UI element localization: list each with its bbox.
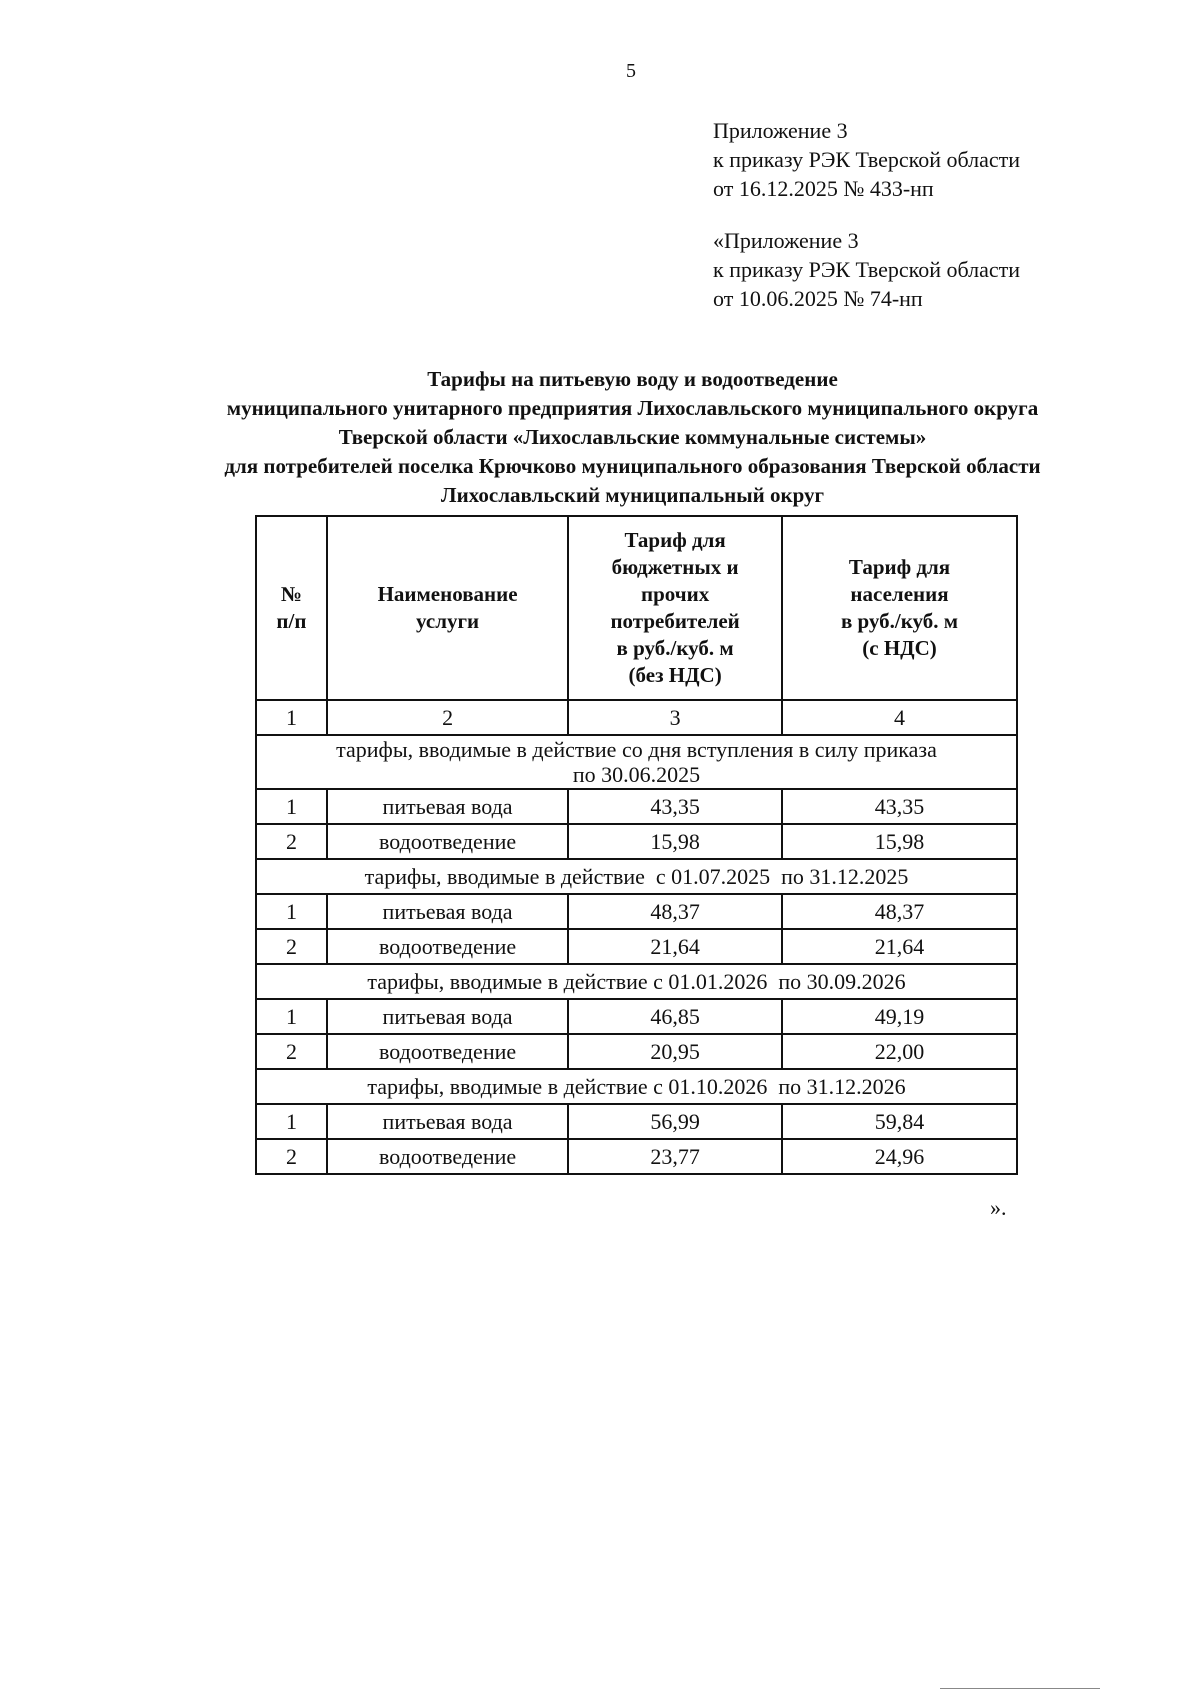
period-row [256,964,1017,999]
budget-tariff: 23,77 [568,1139,782,1174]
population-tariff: 22,00 [782,1034,1017,1069]
row-number: 2 [256,1139,327,1174]
period-row [256,859,1017,894]
title-line: для потребителей поселка Крючково муниципального образования Тверской области [224,454,1041,478]
budget-tariff: 43,35 [568,789,782,824]
appendix-current-line: Приложение 3 [713,118,848,143]
population-tariff: 49,19 [782,999,1017,1034]
period-label: тарифы, вводимые в действие с 01.07.2025 по 31.12.2025 [256,859,1017,894]
table-row [256,824,1017,859]
budget-tariff: 21,64 [568,929,782,964]
page-number: 5 [626,60,636,82]
service-name: питьевая вода [327,999,568,1034]
budget-tariff: 56,99 [568,1104,782,1139]
service-name: водоотведение [327,824,568,859]
period-label: тарифы, вводимые в действие со дня вступления в силу приказа по 30.06.2025 [256,735,1017,789]
appendix-current-block [713,116,1020,203]
title-line: муниципального унитарного предприятия Лихославльского муниципального округа [226,396,1039,420]
row-number: 1 [256,789,327,824]
period-row [256,1069,1017,1104]
tariffs-table [255,515,1018,1175]
period-row [256,735,1017,789]
period-label: тарифы, вводимые в действие с 01.10.2026 по 31.12.2026 [256,1069,1017,1104]
appendix-previous-line: к приказу РЭК Тверской области [713,257,1021,282]
table-row [256,894,1017,929]
column-number: 2 [327,700,568,735]
column-number: 3 [568,700,782,735]
appendix-previous-line: «Приложение 3 [713,228,859,253]
population-tariff: 59,84 [782,1104,1017,1139]
closing-quote-mark: ». [990,1195,1007,1220]
row-number: 1 [256,999,327,1034]
population-tariff: 21,64 [782,929,1017,964]
row-number: 1 [256,1104,327,1139]
header-budget-tariff: Тариф для бюджетных и прочих потребителей в руб./куб. м (без НДС) [568,516,782,700]
header-service-name: Наименование услуги [327,516,568,700]
header-number: № п/п [256,516,327,700]
table-row [256,929,1017,964]
appendix-previous-block [713,226,1020,313]
appendix-current-line: от 16.12.2025 № 433-нп [713,176,934,201]
population-tariff: 15,98 [782,824,1017,859]
appendix-current-line: к приказу РЭК Тверской области [713,147,1021,172]
title-line: Лихославльский муниципальный округ [440,483,825,507]
budget-tariff: 46,85 [568,999,782,1034]
population-tariff: 48,37 [782,894,1017,929]
table-row [256,999,1017,1034]
table-row [256,1034,1017,1069]
column-number: 4 [782,700,1017,735]
row-number: 2 [256,929,327,964]
title-line: Тверской области «Лихославльские коммунальные системы» [338,425,927,449]
population-tariff: 43,35 [782,789,1017,824]
column-number: 1 [256,700,327,735]
column-numbers-row [256,700,1017,735]
period-label: тарифы, вводимые в действие с 01.01.2026 по 30.09.2026 [256,964,1017,999]
budget-tariff: 48,37 [568,894,782,929]
service-name: питьевая вода [327,789,568,824]
title-line: Тарифы на питьевую воду и водоотведение [427,367,838,391]
service-name: питьевая вода [327,894,568,929]
table-row [256,1104,1017,1139]
table-row [256,1139,1017,1174]
table-row [256,789,1017,824]
appendix-previous-line: от 10.06.2025 № 74-нп [713,286,923,311]
budget-tariff: 20,95 [568,1034,782,1069]
footer-rule [940,1688,1100,1689]
document-title [100,365,1165,510]
row-number: 2 [256,1034,327,1069]
service-name: питьевая вода [327,1104,568,1139]
budget-tariff: 15,98 [568,824,782,859]
row-number: 2 [256,824,327,859]
table-header-row [256,516,1017,700]
header-population-tariff: Тариф для населения в руб./куб. м (с НДС) [782,516,1017,700]
service-name: водоотведение [327,929,568,964]
service-name: водоотведение [327,1139,568,1174]
population-tariff: 24,96 [782,1139,1017,1174]
service-name: водоотведение [327,1034,568,1069]
row-number: 1 [256,894,327,929]
